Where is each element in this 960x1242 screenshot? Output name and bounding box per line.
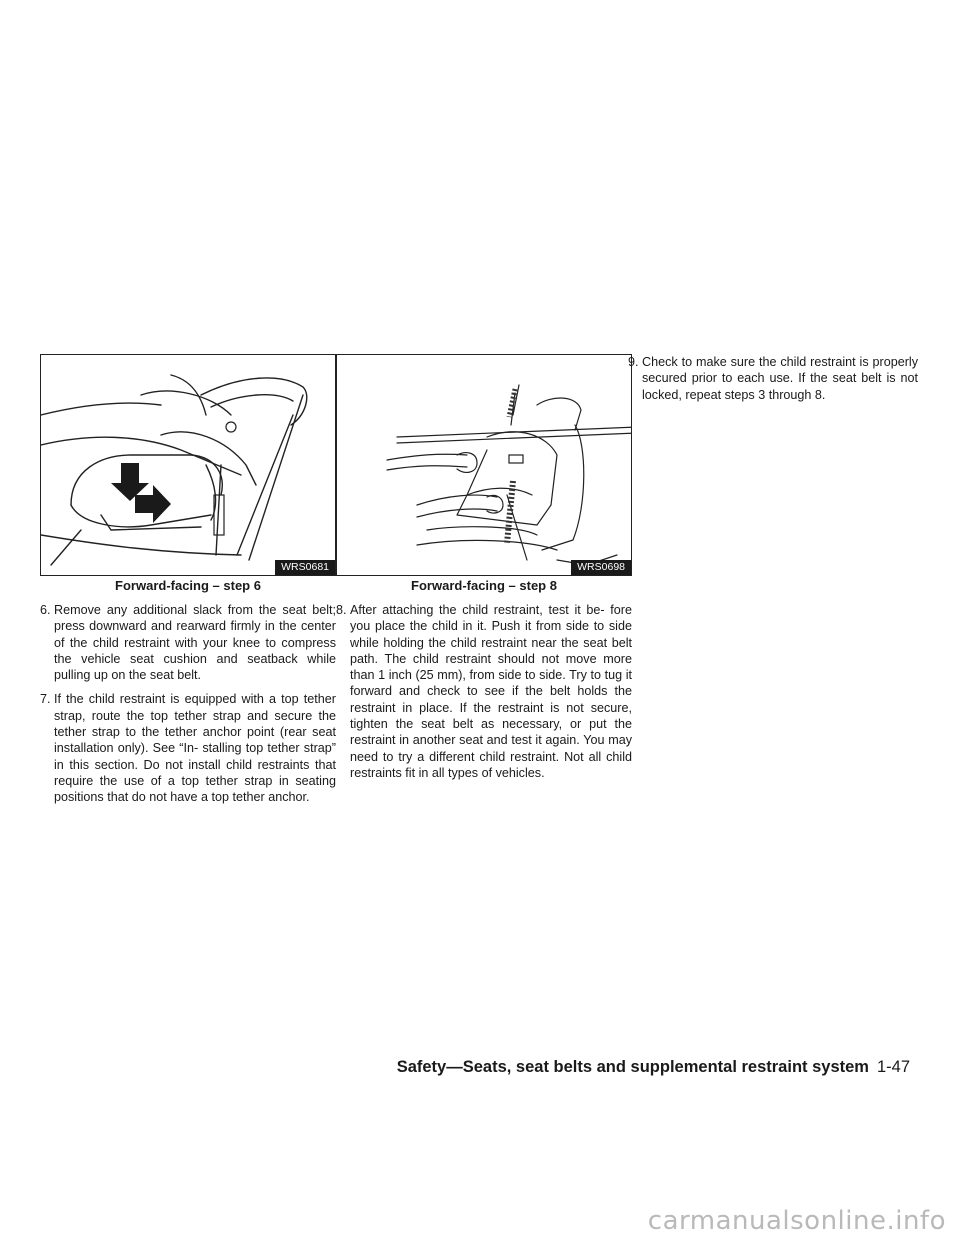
watermark: carmanualsonline.info xyxy=(647,1206,946,1236)
figure-forward-facing-step-6 xyxy=(40,354,336,576)
illustration-test-restraint xyxy=(337,355,632,576)
step-9 xyxy=(628,354,918,403)
step-number: 6. xyxy=(40,603,51,617)
step-number: 8. xyxy=(336,603,347,617)
figure-code: WRS0698 xyxy=(571,560,631,575)
page-footer xyxy=(397,1058,910,1077)
figure-caption: Forward-facing – step 6 xyxy=(115,578,261,593)
page-number: 1-47 xyxy=(876,1058,910,1076)
step-text: If the child restraint is equipped with a top tether strap, route the top tether strap and secure the tether strap to the tether anchor point (rear seat installation only). See “In- stalling top tether strap” in this section. Do not install child restraints that require the use of a top tether strap in seating positions that do not have a top tether anchor. xyxy=(54,692,336,805)
step-text: After attaching the child restraint, test it be- fore you place the child in it. Push it from side to side while holding the child restraint near the seat belt path. The child restraint should not move more than 1 inch (25 mm), from side to side. Try to tug it forward and check to see if the belt holds the restraint in place. If the restraint is not secure, tighten the seat belt as necessary, or put the restraint in another seat and test it again. You may need to try a different child restraint. Not all child restraints fit in all types of vehicles. xyxy=(350,603,632,780)
illustration-knee-press xyxy=(41,355,336,576)
step-8 xyxy=(336,602,632,781)
figure-code: WRS0681 xyxy=(275,560,335,575)
step-text: Remove any additional slack from the seat belt; press downward and rearward firmly in the center of the child restraint with your knee to compress the vehicle seat cushion and seatback while pulling up on the seat belt. xyxy=(54,603,336,683)
step-7 xyxy=(40,691,336,805)
figure-caption: Forward-facing – step 8 xyxy=(411,578,557,593)
step-number: 7. xyxy=(40,692,51,707)
column-1 xyxy=(40,354,336,806)
step-6 xyxy=(40,602,336,683)
step-text: Check to make sure the child restraint is properly secured prior to each use. If the seat belt is not locked, repeat steps 3 through 8. xyxy=(642,355,918,402)
column-3 xyxy=(628,354,918,403)
step-number: 9. xyxy=(628,355,639,369)
section-title: Safety—Seats, seat belts and supplemental restraint system xyxy=(396,1058,869,1076)
figure-forward-facing-step-8 xyxy=(336,354,632,576)
column-2 xyxy=(336,354,632,781)
